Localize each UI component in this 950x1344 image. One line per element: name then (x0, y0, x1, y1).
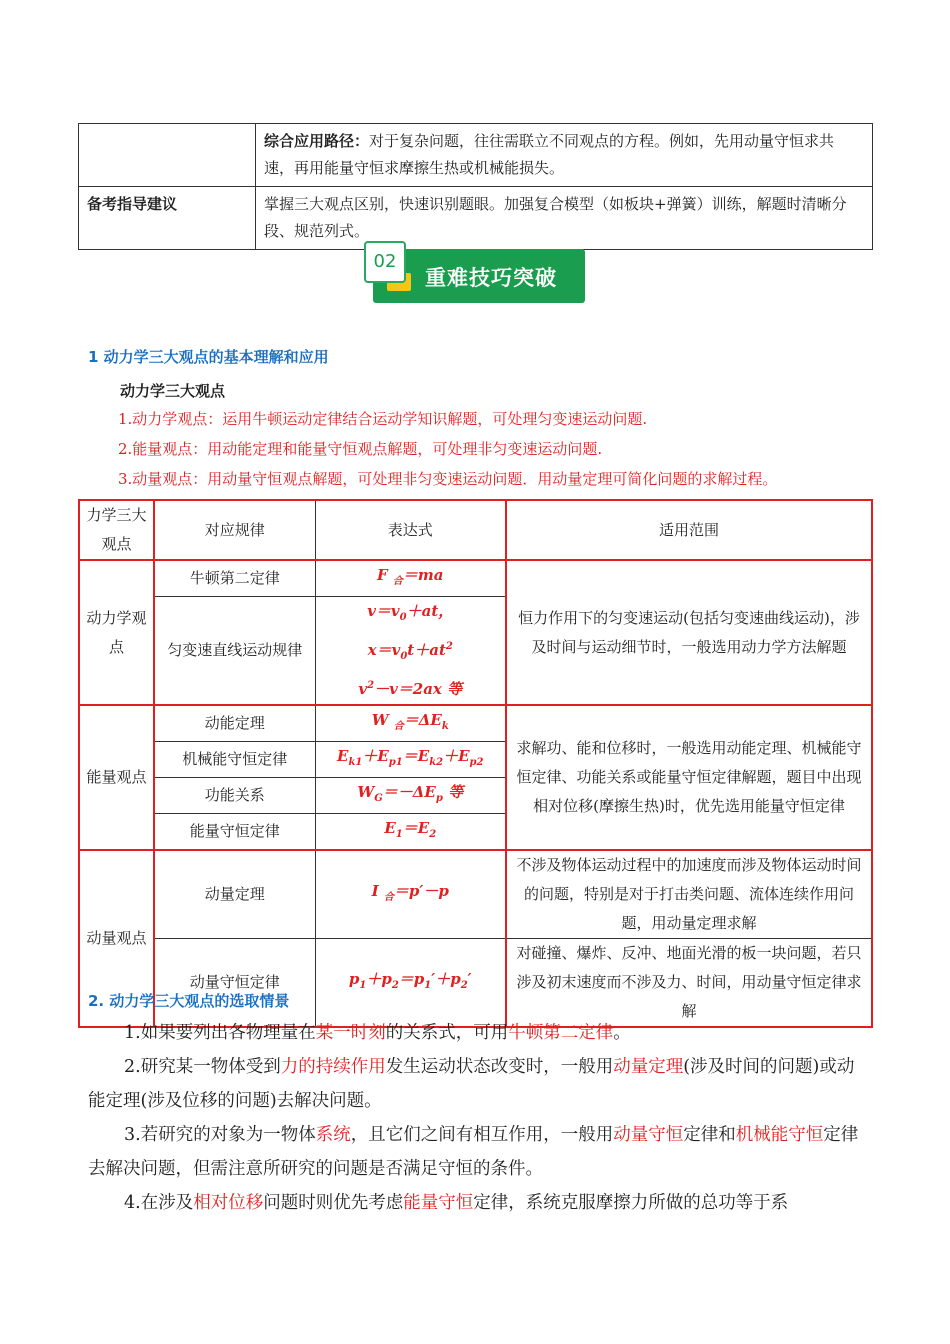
view-name: 能量观点 (79, 705, 154, 850)
view-name: 动量观点 (79, 850, 154, 1027)
row-key (79, 124, 256, 187)
section-heading: 2. 动力学三大观点的选取情景 (88, 992, 290, 1010)
section2-body (88, 1016, 868, 1220)
header-cell: 适用范围 (506, 500, 872, 560)
header-cell: 力学三大观点 (79, 500, 154, 560)
point-2: 2.能量观点：用动能定理和能量守恒观点解题，可处理非匀变速运动问题. (118, 440, 603, 458)
view-name: 动力学观点 (79, 560, 154, 705)
law-name: 牛顿第二定律 (154, 560, 315, 597)
section-subheading: 动力学三大观点 (120, 382, 226, 400)
table-row (79, 560, 872, 597)
formula: F $_合$＝ma (315, 560, 506, 597)
paragraph: 3.若研究的对象为一物体系统，且它们之间有相互作用，一般用动量守恒定律和机械能守恒定律去解决问题，但需注意所研究的问题是否满足守恒的条件。 (88, 1125, 859, 1179)
point-1: 1.动力学观点：运用牛顿运动定律结合运动学知识解题，可处理匀变速运动问题. (118, 410, 648, 428)
formula: $v=v_0+at$， $x=v_0t+at^2$ $v^2-v=2ax$ 等 (315, 597, 506, 706)
header-cell: 表达式 (315, 500, 506, 560)
row-value: 掌握三大观点区别，快速识别题眼。加强复合模型（如板块+弹簧）训练，解题时清晰分段、规范列式。 (256, 187, 873, 250)
scope: 不涉及物体运动过程中的加速度而涉及物体运动时间的问题，特别是对于打击类问题、流体连续作用问题，用动量定理求解 (506, 850, 872, 939)
table-row (79, 187, 873, 250)
table-row (79, 939, 872, 1028)
paragraph: 4.在涉及相对位移问题时则优先考虑能量守恒定律，系统克服摩擦力所做的总功等于系 (124, 1193, 789, 1213)
section-heading: 1 动力学三大观点的基本理解和应用 (88, 348, 329, 366)
banner-title: 重难技巧突破 (425, 266, 557, 290)
formula: I $_合$＝p′－p (315, 850, 506, 939)
paragraph: 1.如果要列出各物理量在某一时刻的关系式，可用牛顿第二定律。 (124, 1023, 631, 1043)
table-row (79, 850, 872, 939)
formula: $W_G=-\Delta E_p$ 等 (315, 778, 506, 814)
table-header-row (79, 500, 872, 560)
row-key: 备考指导建议 (79, 187, 256, 250)
row-value (256, 124, 873, 187)
law-name: 动量守恒定律 (154, 939, 315, 1028)
banner-number: 02 (364, 241, 406, 283)
formula: $p_1+p_2=p_1'+p_2'$ (315, 939, 506, 1028)
table-row (79, 705, 872, 742)
row-value-label: 综合应用路径： (264, 132, 370, 150)
law-name: 动量定理 (154, 850, 315, 939)
formula: $E_1=E_2$ (315, 814, 506, 851)
law-name: 功能关系 (154, 778, 315, 814)
law-name: 匀变速直线运动规律 (154, 597, 315, 706)
table-row (79, 124, 873, 187)
formula: W $_合=\Delta E_k$ (315, 705, 506, 742)
law-name: 机械能守恒定律 (154, 742, 315, 778)
formula: $E_{k1}+E_{p1}=E_{k2}+E_{p2}$ (315, 742, 506, 778)
scope: 恒力作用下的匀变速运动(包括匀变速曲线运动)，涉及时间与运动细节时，一般选用动力学方法解题 (506, 560, 872, 705)
header-cell: 对应规律 (154, 500, 315, 560)
summary-table (78, 123, 873, 250)
row-value-text: 对于复杂问题，往往需联立不同观点的方程。例如，先用动量守恒求共速，再用能量守恒求摩擦生热或机械能损失。 (264, 132, 835, 177)
scope: 对碰撞、爆炸、反冲、地面光滑的板一块问题，若只涉及初末速度而不涉及力、时间，用动量守恒定律求解 (506, 939, 872, 1028)
scope: 求解功、能和位移时，一般选用动能定理、机械能守恒定律、功能关系或能量守恒定律解题，题目中出现相对位移(摩擦生热)时，优先选用能量守恒定律 (506, 705, 872, 850)
three-views-table (78, 499, 873, 1028)
law-name: 动能定理 (154, 705, 315, 742)
point-3: 3.动量观点：用动量守恒观点解题，可处理非匀变速运动问题．用动量定理可简化问题的求解过程。 (118, 470, 778, 488)
law-name: 能量守恒定律 (154, 814, 315, 851)
paragraph: 2.研究某一物体受到力的持续作用发生运动状态改变时，一般用动量定理(涉及时间的问题)或动能定理(涉及位移的问题)去解决问题。 (88, 1057, 855, 1111)
